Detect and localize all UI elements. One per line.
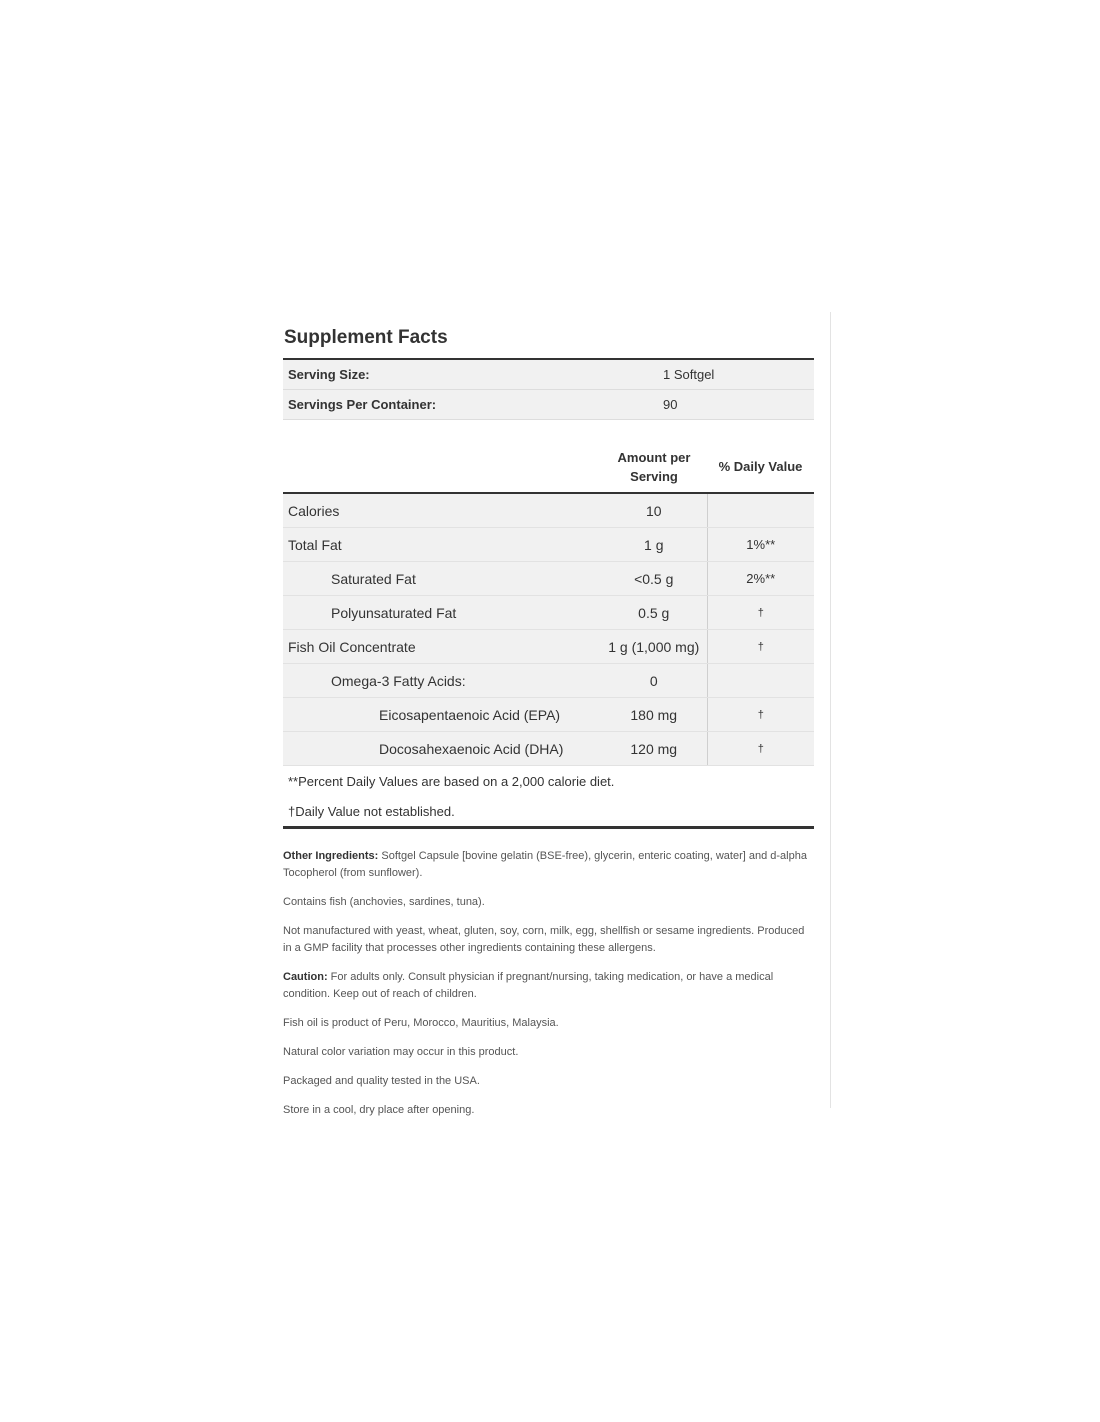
storage-note: Store in a cool, dry place after opening. <box>283 1104 475 1116</box>
allergen-note: Not manufactured with yeast, wheat, gluten, soy, corn, milk, egg, shellfish or sesame ingredients. Produced in a GMP facility that processes other ingredients containing these allergens. <box>283 925 805 954</box>
nutrient-amount: <0.5 g <box>601 562 707 596</box>
packaged-note: Packaged and quality tested in the USA. <box>283 1075 480 1087</box>
nutrient-amount: 0.5 g <box>601 596 707 630</box>
footnote-row <box>283 766 814 797</box>
nutrient-daily-value <box>707 493 814 528</box>
nutrient-daily-value: † <box>707 732 814 766</box>
nutrient-row <box>283 596 814 630</box>
daily-value-footnote: **Percent Daily Values are based on a 2,000 calorie diet. <box>288 773 615 789</box>
nutrient-name: Total Fat <box>283 528 601 562</box>
serving-size-value: 1 Softgel <box>663 359 814 390</box>
nutrient-daily-value <box>707 664 814 698</box>
nutrient-name: Fish Oil Concentrate <box>283 630 601 664</box>
caution-note: Caution: For adults only. Consult physician if pregnant/nursing, taking medication, or have a medical condition. Keep out of reach of children. <box>283 971 774 1000</box>
nutrient-amount: 1 g (1,000 mg) <box>601 630 707 664</box>
nutrient-amount: 180 mg <box>601 698 707 732</box>
nutrient-amount: 1 g <box>601 528 707 562</box>
column-divider <box>830 312 831 1108</box>
nutrient-name: Eicosapentaenoic Acid (EPA) <box>283 698 601 732</box>
other-ingredients: Other Ingredients: Softgel Capsule [bovine gelatin (BSE-free), glycerin, enteric coating, water] and d-alpha Tocopherol (from sunflower). <box>283 850 807 879</box>
nutrient-row <box>283 630 814 664</box>
nutrient-table <box>283 442 814 829</box>
supplement-facts-panel <box>283 322 814 1131</box>
serving-size-row <box>283 359 814 390</box>
serving-table <box>283 358 814 420</box>
nutrient-row <box>283 493 814 528</box>
serving-size-label: Serving Size: <box>283 359 663 390</box>
daily-value-header: % Daily Value <box>707 442 814 493</box>
nutrient-table-header <box>283 442 814 493</box>
servings-per-container-row <box>283 390 814 420</box>
nutrient-daily-value: † <box>707 596 814 630</box>
nutrient-amount: 0 <box>601 664 707 698</box>
nutrient-row <box>283 562 814 596</box>
nutrient-name: Calories <box>283 493 601 528</box>
color-note: Natural color variation may occur in this product. <box>283 1046 519 1058</box>
nutrient-amount: 10 <box>601 493 707 528</box>
page-title: Supplement Facts <box>284 327 448 348</box>
nutrient-row <box>283 528 814 562</box>
servings-per-container-label: Servings Per Container: <box>283 390 663 420</box>
footnote-row <box>283 796 814 828</box>
nutrient-daily-value: † <box>707 698 814 732</box>
not-established-footnote: †Daily Value not established. <box>283 796 814 828</box>
nutrient-name: Polyunsaturated Fat <box>283 596 601 630</box>
product-info <box>283 848 814 1119</box>
servings-per-container-value: 90 <box>663 390 814 420</box>
nutrient-row <box>283 732 814 766</box>
nutrient-name: Saturated Fat <box>283 562 601 596</box>
amount-per-serving-header: Amount per Serving <box>601 442 707 493</box>
nutrient-daily-value: † <box>707 630 814 664</box>
nutrient-amount: 120 mg <box>601 732 707 766</box>
contains-note: Contains fish (anchovies, sardines, tuna). <box>283 896 485 908</box>
nutrient-name: Docosahexaenoic Acid (DHA) <box>283 732 601 766</box>
nutrient-daily-value: 2%** <box>707 562 814 596</box>
nutrient-name: Omega-3 Fatty Acids: <box>283 664 601 698</box>
origin-note: Fish oil is product of Peru, Morocco, Mauritius, Malaysia. <box>283 1017 559 1029</box>
nutrient-row <box>283 698 814 732</box>
nutrient-daily-value: 1%** <box>707 528 814 562</box>
nutrient-row <box>283 664 814 698</box>
